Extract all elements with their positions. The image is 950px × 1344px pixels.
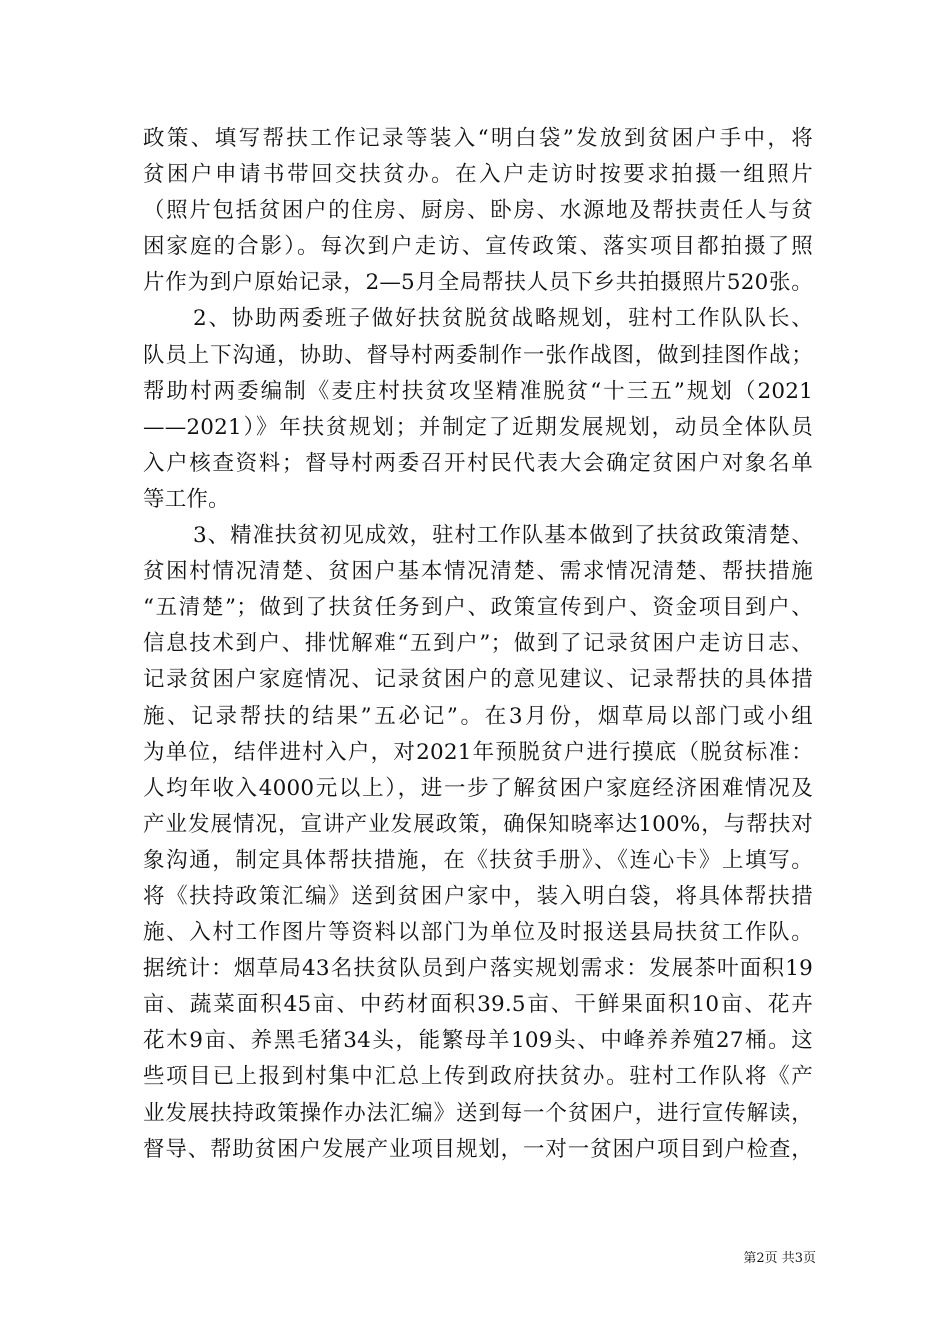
text-line: 施、记录帮扶的结果”五必记”。在3月份，烟草局以部门或小组 [143,703,813,729]
text-line: 象沟通，制定具体帮扶措施，在《扶贫手册》、《连心卡》上填写。 [143,847,813,873]
text-line: 入户核查资料；督导村两委召开村民代表大会确定贫困户对象名单 [143,450,813,476]
text-line: 施、入村工作图片等资料以部门为单位及时报送县局扶贫工作队。 [143,920,813,946]
text-line: （照片包括贫困户的住房、厨房、卧房、水源地及帮扶责任人与贫 [143,198,813,224]
text-line: 信息技术到户、排忧解难“五到户”；做到了记录贫困户走访日志、 [143,631,813,657]
text-line: 帮助村两委编制《麦庄村扶贫攻坚精准脱贫“十三五”规划（2021 [143,378,813,404]
body-text [143,121,813,1168]
text-line: 据统计：烟草局43名扶贫队员到户落实规划需求：发展茶叶面积19 [143,956,813,982]
text-line: 产业发展情况，宣讲产业发展政策，确保知晓率达100%，与帮扶对 [143,811,813,837]
text-line: 贫困户申请书带回交扶贫办。在入户走访时按要求拍摄一组照片 [143,162,813,188]
text-line: 为单位，结伴进村入户，对2021年预脱贫户进行摸底（脱贫标准： [143,739,813,765]
text-line: 记录贫困户家庭情况、记录贫困户的意见建议、记录帮扶的具体措 [143,667,813,693]
text-line: 片作为到户原始记录，2—5月全局帮扶人员下乡共拍摄照片520张。 [143,270,813,296]
text-line: 人均年收入4000元以上），进一步了解贫困户家庭经济困难情况及 [143,775,813,801]
text-line: 业发展扶持政策操作办法汇编》送到每一个贫困户，进行宣传解读， [143,1100,813,1126]
text-line: 贫困村情况清楚、贫困户基本情况清楚、需求情况清楚、帮扶措施 [143,559,813,585]
text-line: 等工作。 [143,486,230,512]
text-line: 亩、蔬菜面积45亩、中药材面积39.5亩、干鲜果面积10亩、花卉 [143,992,813,1018]
text-line: 些项目已上报到村集中汇总上传到政府扶贫办。驻村工作队将《产 [143,1064,813,1090]
text-line: ——2021）》年扶贫规划；并制定了近期发展规划，动员全体队员 [143,414,813,440]
text-line: 将《扶持政策汇编》送到贫困户家中，装入明白袋，将具体帮扶措 [143,883,813,909]
text-line: 队员上下沟通，协助、督导村两委制作一张作战图，做到挂图作战； [143,342,813,368]
text-line: 困家庭的合影）。每次到户走访、宣传政策、落实项目都拍摄了照 [143,234,813,260]
text-line: 督导、帮助贫困户发展产业项目规划，一对一贫困户项目到户检查， [143,1136,813,1162]
text-line: 花木9亩、养黑毛猪34头，能繁母羊109头、中峰养养殖27桶。这 [143,1028,813,1054]
text-line: 政策、填写帮扶工作记录等装入“明白袋”发放到贫困户手中，将 [143,126,813,151]
page-number: 第2页 共3页 [743,1251,816,1266]
text-line: 3、精准扶贫初见成效，驻村工作队基本做到了扶贫政策清楚、 [193,523,813,549]
text-line: 2、协助两委班子做好扶贫脱贫战略规划，驻村工作队队长、 [193,306,813,332]
text-line: “五清楚”；做到了扶贫任务到户、政策宣传到户、资金项目到户、 [143,595,813,621]
